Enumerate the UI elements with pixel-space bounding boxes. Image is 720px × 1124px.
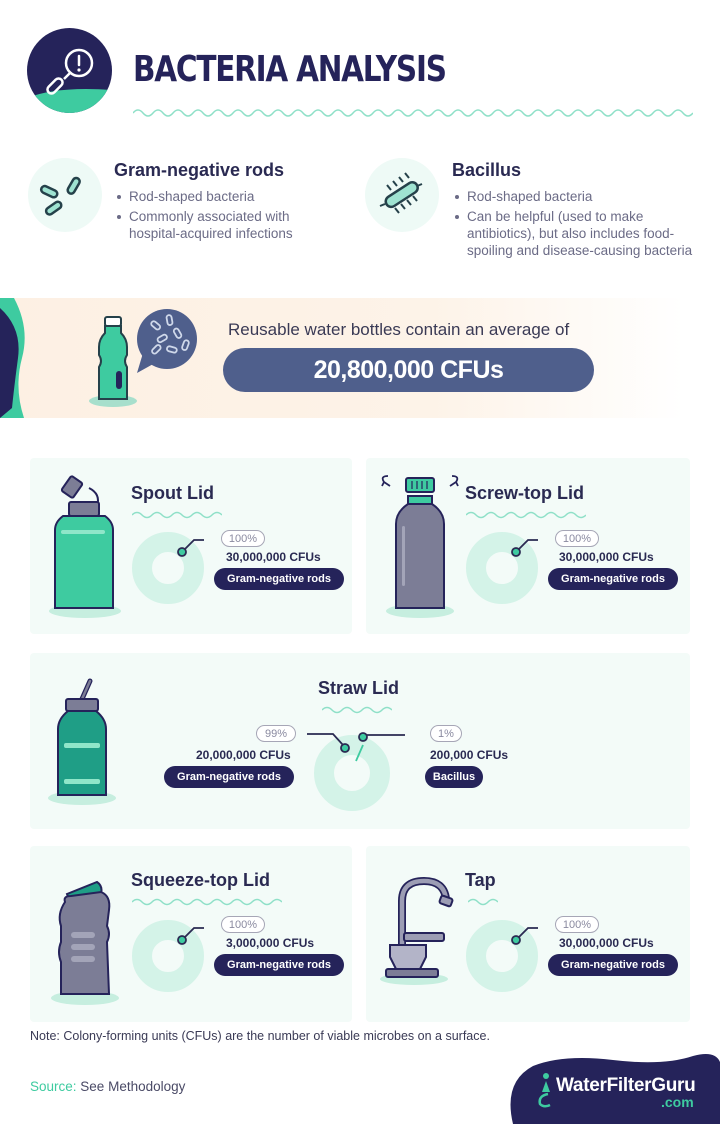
percent-badge: 1% [430, 725, 462, 742]
donut-chart [285, 723, 425, 823]
bacteria-type-tag: Gram-negative rods [548, 954, 678, 976]
bacteria-type-tag: Gram-negative rods [164, 766, 294, 788]
card-title: Squeeze-top Lid [131, 870, 270, 890]
cfu-value: 30,000,000 CFUs [559, 550, 654, 564]
bacteria-facts [115, 188, 340, 245]
card-title: Tap [465, 870, 496, 890]
screw-top-bottle-icon [374, 468, 474, 628]
fact-item: Rod-shaped bacteria [453, 188, 698, 205]
average-cfu-value: 20,800,000 CFUs [223, 348, 594, 392]
water-drop-logo-icon [536, 1072, 556, 1108]
card-tap [366, 846, 690, 1022]
straw-lid-bottle-icon [42, 663, 122, 823]
card-screw-top-lid [366, 458, 690, 634]
magnifier-alert-icon [27, 28, 112, 113]
rod-bacteria-icon [28, 158, 102, 232]
card-title: Spout Lid [131, 483, 214, 503]
bacteria-type-tag: Gram-negative rods [214, 568, 344, 590]
wave-divider [132, 897, 282, 907]
card-straw-lid [30, 653, 690, 829]
bacteria-type-tag: Gram-negative rods [214, 954, 344, 976]
wave-divider [468, 897, 498, 907]
brand-name: WaterFilterGuru [556, 1075, 696, 1096]
source-line [30, 1079, 185, 1094]
fact-item: Can be helpful (used to make antibiotics), but also includes food-spoiling and disease-causing bacteria [453, 208, 698, 259]
wave-divider [133, 107, 693, 119]
card-title: Straw Lid [318, 678, 400, 698]
spout-lid-bottle-icon [45, 468, 135, 628]
wave-divider [466, 510, 586, 520]
cfu-value: 30,000,000 CFUs [559, 936, 654, 950]
fact-item: Commonly associated with hospital-acquired infections [115, 208, 340, 242]
card-squeeze-top-lid [30, 846, 352, 1022]
footnote: Note: Colony-forming units (CFUs) are the number of viable microbes on a surface. [30, 1029, 490, 1043]
percent-badge: 100% [555, 916, 599, 933]
header-badge [27, 28, 112, 113]
brand-tld: .com [661, 1094, 694, 1110]
card-spout-lid [30, 458, 352, 634]
page-title: BACTERIA ANALYSIS [133, 49, 446, 90]
bottle-bacteria-icon [85, 303, 205, 413]
bacteria-type-tag: Bacillus [425, 766, 483, 788]
wave-divider [322, 705, 392, 715]
bacteria-name: Bacillus [452, 160, 522, 180]
cfu-value: 20,000,000 CFUs [196, 748, 291, 762]
cfu-value: 30,000,000 CFUs [226, 550, 321, 564]
percent-badge: 100% [221, 530, 265, 547]
bacillus-icon [365, 158, 439, 232]
average-lead-text: Reusable water bottles contain an average of [228, 320, 570, 339]
source-label: Source: [30, 1079, 77, 1094]
bacteria-facts [453, 188, 698, 262]
percent-badge: 100% [221, 916, 265, 933]
cfu-value: 200,000 CFUs [430, 748, 509, 762]
fact-item: Rod-shaped bacteria [115, 188, 340, 205]
wave-divider [132, 510, 222, 520]
percent-badge: 100% [555, 530, 599, 547]
squeeze-top-bottle-icon [45, 866, 135, 1026]
cfu-value: 3,000,000 CFUs [226, 936, 315, 950]
percent-badge: 99% [256, 725, 296, 742]
tap-faucet-icon [374, 871, 474, 1021]
card-title: Screw-top Lid [465, 483, 585, 503]
bacteria-type-tag: Gram-negative rods [548, 568, 678, 590]
bacteria-name: Gram-negative rods [114, 160, 285, 180]
wave-edge-decoration [0, 298, 40, 418]
source-link[interactable]: See Methodology [80, 1079, 186, 1094]
